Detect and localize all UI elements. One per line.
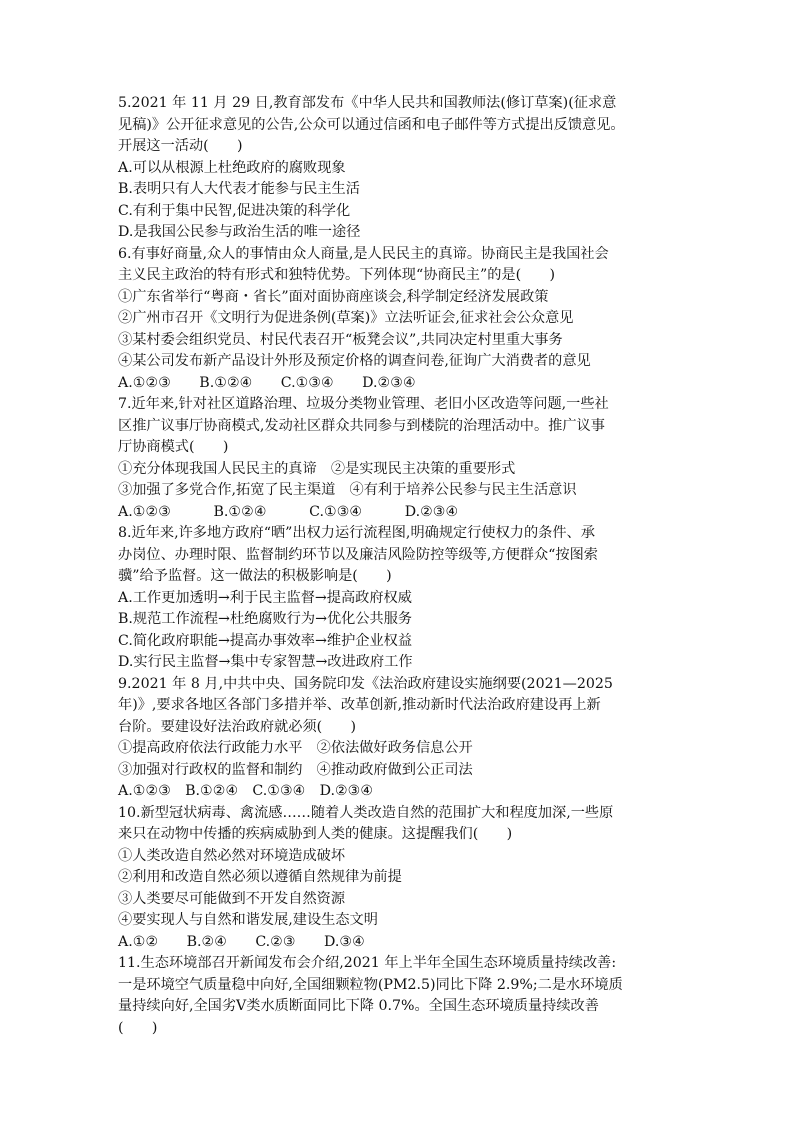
question-5-option-c: C.有利于集中民智,促进决策的科学化 — [118, 202, 351, 219]
question-7-statements-3-4: ③加强了多党合作,拓宽了民主渠道 ④有利于培养公民参与民主生活意识 — [118, 482, 577, 498]
question-6-statement-3: ③某村委会组织党员、村民代表召开“板凳会议”,共同决定村里重大事务 — [118, 331, 563, 348]
question-7-statements-1-2: ①充分体现我国人民民主的真谛 ②是实现民主决策的重要形式 — [118, 460, 516, 477]
question-6 — [118, 244, 688, 395]
question-11 — [118, 953, 688, 1039]
question-6-stem-line: 6.有事好商量,众人的事情由众人商量,是人民民主的真谛。协商民主是我国社会 — [118, 245, 609, 262]
question-5-stem-line: 5.2021 年 11 月 29 日,教育部发布《中华人民共和国教师法(修订草案)(征求意 — [118, 95, 617, 111]
question-9-options: A.①②③ B.①②④ C.①③④ D.②③④ — [118, 783, 374, 799]
question-10-statement-4: ④要实现人与自然和谐发展,建设生态文明 — [118, 912, 378, 928]
question-8-stem-line: 8.近年来,许多地方政府“晒”出权力运行流程图,明确规定行使权力的条件、承 — [118, 525, 595, 541]
question-7-stem-line: 区推广议事厅协商模式,发动社区群众共同参与到楼院的治理活动中。推广议事 — [118, 417, 605, 434]
question-9-stem-line: 台阶。要建设好法治政府就必须( ) — [118, 718, 357, 735]
question-10-statement-3: ③人类要尽可能做到不开发自然资源 — [118, 890, 346, 907]
question-11-stem-line: 量持续向好,全国劣Ⅴ类水质断面同比下降 0.7%。全国生态环境质量持续改善 — [118, 998, 599, 1014]
question-11-stem-line: 一是环境空气质量稳中向好,全国细颗粒物(PM2.5)同比下降 2.9%;二是水环境质 — [118, 976, 623, 993]
question-9-statements-3-4: ③加强对行政权的监督和制约 ④推动政府做到公正司法 — [118, 761, 473, 778]
question-8-stem-line: 骥”给予监督。这一做法的积极影响是( ) — [118, 568, 392, 584]
question-9-statements-1-2: ①提高政府依法行政能力水平 ②依法做好政务信息公开 — [118, 740, 473, 756]
question-10-options: A.①② B.②④ C.②③ D.③④ — [118, 933, 365, 950]
question-10-stem-line: 10.新型冠状病毒、禽流感……随着人类改造自然的范围扩大和程度加深,一些原 — [118, 804, 614, 821]
question-11-answer-blank: ( ) — [118, 1019, 158, 1036]
question-5-option-b: B.表明只有人大代表才能参与民主生活 — [118, 181, 360, 197]
question-6-options: A.①②③ B.①②④ C.①③④ D.②③④ — [118, 374, 416, 391]
question-7-options: A.①②③ B.①②④ C.①③④ D.②③④ — [118, 503, 459, 520]
question-10 — [118, 803, 688, 954]
exam-page — [118, 93, 688, 1039]
question-6-statement-1: ①广东省举行“粤商・省长”面对面协商座谈会,科学制定经济发展政策 — [118, 288, 549, 305]
question-5-stem-line: 开展这一活动( ) — [118, 138, 243, 154]
question-11-stem-line: 11.生态环境部召开新闻发布会介绍,2021 年上半年全国生态环境质量持续改善: — [118, 955, 617, 971]
question-8-stem-line: 办岗位、办理时限、监督制约环节以及廉洁风险防控等级等,方便群众“按图索 — [118, 546, 598, 563]
question-9-stem-line: 9.2021 年 8 月,中共中央、国务院印发《法治政府建设实施纲要(2021—2025 — [118, 675, 613, 692]
question-8-option-d: D.实行民主监督→集中专家智慧→改进政府工作 — [118, 654, 413, 670]
question-8-option-c: C.简化政府职能→提高办事效率→维护企业权益 — [118, 632, 413, 649]
question-7-stem-line: 厅协商模式( ) — [118, 439, 229, 455]
question-7-stem-line: 7.近年来,针对社区道路治理、垃圾分类物业管理、老旧小区改造等问题,一些社 — [118, 396, 609, 412]
question-5-stem-line: 见稿)》公开征求意见的公告,公众可以通过信函和电子邮件等方式提出反馈意见。 — [118, 116, 625, 133]
question-5-option-d: D.是我国公民参与政治生活的唯一途径 — [118, 224, 361, 240]
question-6-stem-line: 主义民主政治的特有形式和独特优势。下列体现“协商民主”的是( ) — [118, 267, 556, 283]
question-5 — [118, 93, 688, 244]
question-9 — [118, 674, 688, 803]
question-10-stem-line: 来只在动物中传播的疾病威胁到人类的健康。这提醒我们( ) — [118, 826, 513, 842]
question-10-statement-2: ②利用和改造自然必须以遵循自然规律为前提 — [118, 869, 402, 885]
question-8-option-b: B.规范工作流程→杜绝腐败行为→优化公共服务 — [118, 611, 413, 627]
question-6-statement-2: ②广州市召开《文明行为促进条例(草案)》立法听证会,征求社会公众意见 — [118, 310, 574, 326]
question-8 — [118, 523, 688, 674]
question-6-statement-4: ④某公司发布新产品设计外形及预定价格的调查问卷,征询广大消费者的意见 — [118, 353, 591, 369]
question-10-statement-1: ①人类改造自然必然对环境造成破坏 — [118, 847, 346, 864]
question-7 — [118, 394, 688, 523]
question-5-option-a: A.可以从根源上杜绝政府的腐败现象 — [118, 159, 346, 176]
question-8-option-a: A.工作更加透明→利于民主监督→提高政府权威 — [118, 589, 412, 606]
question-9-stem-line: 年)》,要求各地区各部门多措并举、改革创新,推动新时代法治政府建设再上新 — [118, 697, 601, 713]
